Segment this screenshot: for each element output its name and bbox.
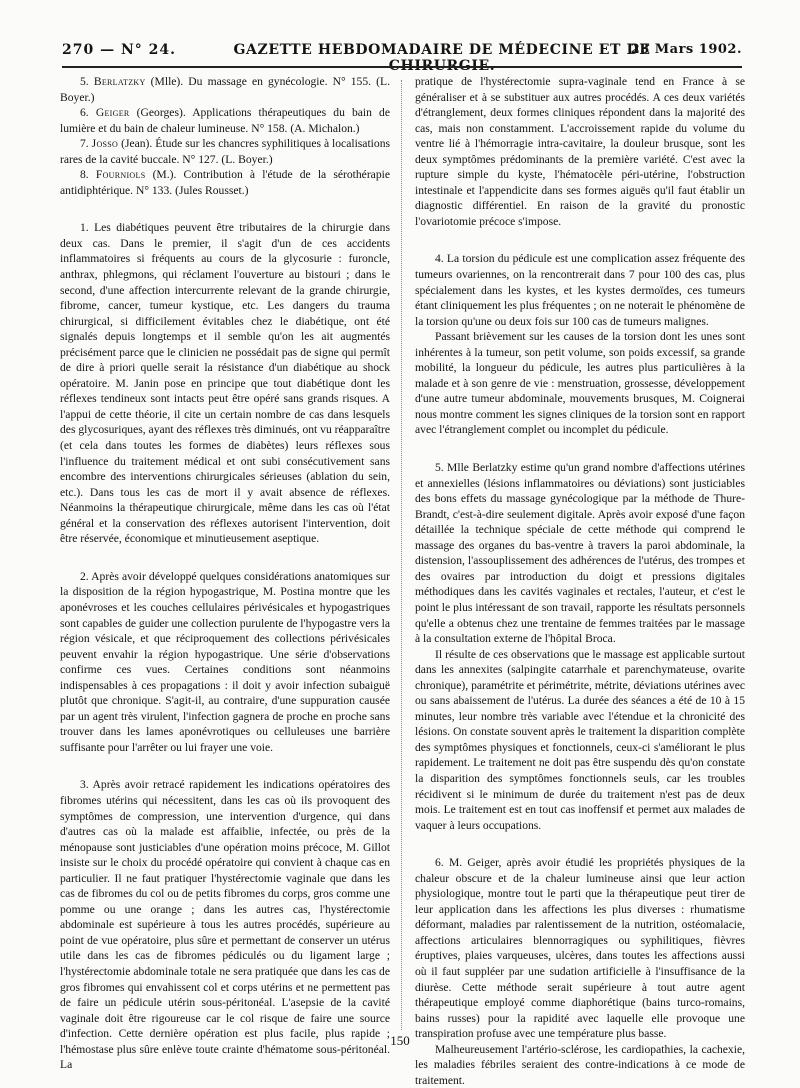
- column-divider: [401, 80, 402, 1030]
- issue-date: 23 Mars 1902.: [630, 42, 742, 57]
- running-header: [62, 42, 742, 74]
- bibliography-item: 5. Berlatzky (Mlle). Du massage en gynécologie. N° 155. (L. Boyer.): [60, 75, 390, 104]
- summary-paragraph-4: 4. La torsion du pédicule est une complication assez fréquente des tumeurs ovariennes, on la rencontrerait dans 7 pour 100 des cas, plus spécialement dans les kystes, et les kystes dermoïdes, ces tumeurs étant cliniquement les plus fréquentes ; on ne noterait le phénomène de la torsion qu'une ou deux fois sur 100 cas de tumeurs malignes.: [415, 252, 745, 328]
- bibliography-item: 6. Geiger (Georges). Applications thérapeutiques du bain de lumière et du bain de chaleur lumineuse. N° 158. (A. Michalon.): [60, 106, 390, 135]
- bibliography-item: 8. Fourniols (M.). Contribution à l'étude de la sérothérapie antidiphtérique. N° 133. (Jules Rousset.): [60, 168, 390, 197]
- page-number-header: 270 — N° 24.: [62, 42, 176, 58]
- folio-number: 150: [390, 1033, 410, 1048]
- bibliography-item: 7. Josso (Jean). Étude sur les chancres syphilitiques à localisations rares de la cavité buccale. N° 127. (L. Boyer.): [60, 137, 390, 166]
- right-column: [415, 74, 745, 1088]
- header-rule: [62, 66, 742, 68]
- summary-paragraph-3-continued: pratique de l'hystérectomie supra-vaginale tend en France à se généraliser et à se substituer aux autres procédés. A ces deux variétés d'étranglement, deux formes cliniques répondent dans la majorité des cas, mais non constamment. L'accroissement rapide du volume du ventre lié à l'hémorragie intra-cavitaire, la douleur brusque, sont les deux symptômes prédominants de la première variété. C'est avec la rupture simple du kyste, l'hématocèle péri-utérine, l'obstruction intestinale et l'appendicite dans ses formes aiguës qu'il faut établir un diagnostic différentiel. En raison de la gravité du pronostic l'ovariotomie précoce s'impose.: [415, 75, 745, 228]
- summary-paragraph-3: 3. Après avoir retracé rapidement les indications opératoires des fibromes utérins qui nécessitent, dans les cas où ils provoquent des symptômes de compression, une intervention d'urgence, qui dans d'autres cas où la malade est affaiblie, infectée, ou près de la ménopause sont justiciables d'une opération moins précoce, M. Gillot insiste sur le choix du procédé opératoire qui convient à chaque cas en particulier. Il ne faut pratiquer l'hystérectomie vaginale que dans les cas de fibromes du col ou de petits fibromes du corps, gros comme une pomme ou une orange ; dans les autres cas, l'hystérectomie abdominale est supérieure à tous les autres procédés, supérieure au point de vue opératoire, plus sûre et permettant de conserver un utérus utile dans les cas de fibromes pédiculés ou du ligament large ; l'hystérectomie abdominale totale ne sera pratiquée que dans les cas de gros fibromes qui envahissent col et corps utérins et ne permettent pas de faire un pédicule utérin sous-péritonéal. L'asepsie de la cavité vaginale doit être rigoureuse car le col risque de faire une source d'infection. Cette dernière opération est plus facile, plus rapide ; l'hémostase plus sûre enlève toute crainte d'hématome sous-péritonéal. La: [60, 778, 390, 1072]
- summary-paragraph-5-continued: Il résulte de ces observations que le massage est applicable surtout dans les annexites (salpingite catarrhale et parenchymateuse, ovarite chronique), paramétrite et périmétrite, métrite, déviations utérines avec ou sans abaissement de l'utérus. La durée des séances a été de 10 à 15 minutes, leur nombre très variable avec l'étendue et la chronicité des lésions. On constate souvent après le traitement la disparition complète des symptômes physiques et fonctionnels, ceux-ci s'améliorant le plus rapidement. Le traitement ne doit pas être suspendu dès qu'on constate la disparition des symptômes fonctionnels seuls, car les troubles récidivent si le minimum de durée du traitement n'est pas de deux mois. Le traitement est en tout cas inoffensif et permet aux malades de vaquer à leurs occupations.: [415, 647, 745, 832]
- summary-paragraph-6: 6. M. Geiger, après avoir étudié les propriétés physiques de la chaleur obscure et de la chaleur lumineuse ainsi que leur action physiologique, montre tout le parti que la thérapeutique peut tirer de leur application dans les affections les plus diverses : rhumatisme déformant, maladies par ralentissement de la nutrition, ostéomalacie, affections articulaires blennorragiques ou syphilitiques, fièvres éruptives, plaies varqueuses, ulcères, dans toutes les affections aussi où il faut suppléer par une sudation artificielle à l'insuffisance de la diurèse. Cette méthode serait supérieure à tout autre agent thérapeutique employé comme diaphorétique (bains turco-romains, bains russes) pour la rapidité avec laquelle elle provoque une transpiration profuse avec une température plus basse.: [415, 856, 745, 1041]
- summary-paragraph-1: 1. Les diabétiques peuvent être tributaires de la chirurgie dans deux cas. Dans le premier, il s'agit d'un de ces accidents inflammatoires si fréquents au cours de la glycosurie : furoncle, anthrax, phlegmons, qui réclament l'ouverture au bistouri ; dans le second, d'une affection intercurrente relevant de la grande chirurgie, fibrome, cancer, tumeur kystique, etc. Les dangers du trauma chirurgical, si difficilement évitables chez le diabétique, ont été signalés depuis longtemps et il semble qu'on les ait augmentés précisément parce que le clinicien ne possédait pas de signe qui permît de dire à priori quelle serait la résistance d'un diabétique au shock opératoire. M. Janin pose en principe que tout diabétique dont les réflexes tendineux sont intacts peut être opéré sans grands risques. A l'appui de cette théorie, il cite un certain nombre de cas dans lesquels des glycosuriques, ayant des réflexes très diminués, ont vu réapparaître (et cela dans toutes les formes de diabètes) leurs réflexes sous l'influence du traitement médical et ont subi consécutivement sans encombre des interventions chirurgicales sérieuses (ablation du sein, etc.). Dans tous les cas de mort il y avait absence de réflexes. Néanmoins la thérapeutique chirurgicale, même dans les cas où l'état général et la conservation des réflexes autorisent l'intervention, doit être réservée, économique et minutieusement aseptique.: [60, 221, 390, 546]
- summary-paragraph-6-continued: Malheureusement l'artério-sclérose, les cardiopathies, la cachexie, les maladies fébriles seraient des contre-indications à ce mode de traitement.: [415, 1042, 745, 1087]
- summary-paragraph-4-continued: Passant brièvement sur les causes de la torsion dont les unes sont inhérentes à la tumeur, son petit volume, son poids excessif, sa grande mobilité, la longueur du pédicule, les autres plus particulières à la malade et à son genre de vie : menstruation, grossesse, développement d'une autre tumeur abdominale, mouvements brusques, M. Coignerai nous montre comment les signes cliniques de la torsion sont en rapport avec l'étranglement complet ou incomplet du pédicule.: [415, 330, 745, 437]
- summary-paragraph-5: 5. Mlle Berlatzky estime qu'un grand nombre d'affections utérines et annexielles (lésions inflammatoires ou déviations) sont justiciables des bons effets du massage gynécologique par la méthode de Thure-Brandt, c'est-à-dire seulement digitale. Après avoir exposé d'une façon détaillée la technique spéciale de cette méthode qui comprend le massage des organes du bas-ventre à travers la paroi abdominale, la distension, l'assouplissement des adhérences de l'utérus, des trompes et des ovaires par introduction du doigt et pressions digitales méthodiques dans les cavités vaginales et rectales, l'auteur, et c'est le point le plus intéressant de son travail, rapporte les résultats personnels qu'elle a obtenus chez une trentaine de femmes traitées par le massage à la consultation externe de l'hôpital Broca.: [415, 461, 745, 646]
- left-column: [60, 74, 390, 1073]
- journal-title: GAZETTE HEBDOMADAIRE DE MÉDECINE ET DE CHIRURGIE.: [233, 42, 651, 74]
- summary-paragraph-2: 2. Après avoir développé quelques considérations anatomiques sur la disposition de la région hypogastrique, M. Postina montre que les aponévroses et les couches cellulaires périvésicales et hypogastriques sont capables de guider une collection purulente de l'hypogastre vers la région vésicale, et que réciproquement des collections périvésicales peuvent envahir la région hypogastrique. Une série d'observations confirme ces vues. Certaines conditions sont néanmoins indispensables à ces propagations : il doit y avoir infection subaiguë plutôt que chronique. S'agit-il, au contraire, d'une suppuration causée par un agent très virulent, l'infection gagnera de proche en proche sans trouver dans les lames aponévrotiques ou celluleuses une barrière suffisante pour l'arrêter ou lui frayer une voie.: [60, 569, 390, 754]
